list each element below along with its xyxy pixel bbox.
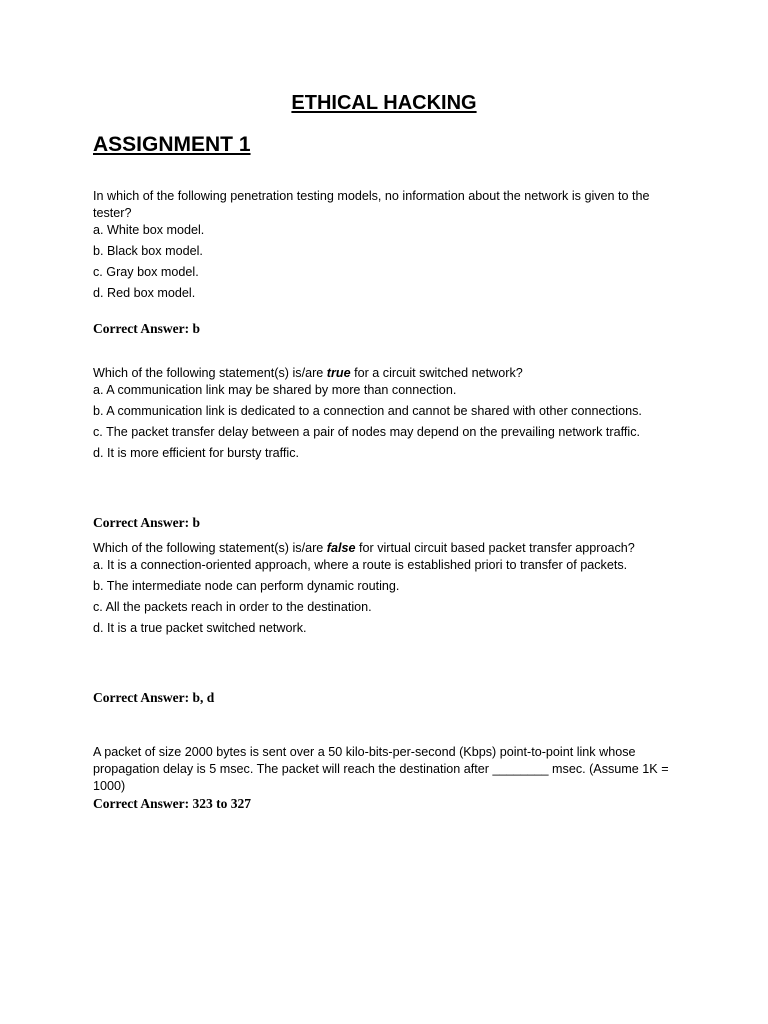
question-1-option-c: c. Gray box model. <box>93 265 199 279</box>
question-3-text: Which of the following statement(s) is/are false for virtual circuit based packet transfer approach? <box>93 541 635 555</box>
question-2 <box>93 365 683 462</box>
question-4 <box>93 744 683 795</box>
question-3-answer: Correct Answer: b, d <box>93 690 215 705</box>
question-2-option-b: b. A communication link is dedicated to a connection and cannot be shared with other connections. <box>93 404 642 418</box>
question-3-option-c: c. All the packets reach in order to the destination. <box>93 600 372 614</box>
question-1-answer: Correct Answer: b <box>93 321 200 336</box>
question-3-option-a: a. It is a connection-oriented approach, where a route is established priori to transfer of packets. <box>93 558 628 572</box>
question-4-answer: Correct Answer: 323 to 327 <box>93 796 251 811</box>
question-2-option-a: a. A communication link may be shared by more than connection. <box>93 383 457 397</box>
question-1 <box>93 188 683 302</box>
question-2-text: Which of the following statement(s) is/are true for a circuit switched network? <box>93 366 523 380</box>
document-title: ETHICAL HACKING <box>291 92 477 114</box>
question-1-option-b: b. Black box model. <box>93 244 203 258</box>
question-2-option-c: c. The packet transfer delay between a pair of nodes may depend on the prevailing network traffic. <box>93 425 640 439</box>
question-3-option-d: d. It is a true packet switched network. <box>93 621 307 635</box>
question-2-answer: Correct Answer: b <box>93 515 200 530</box>
question-4-text: A packet of size 2000 bytes is sent over a 50 kilo-bits-per-second (Kbps) point-to-point link whose propagation delay is 5 msec. The packet will reach the destination after ________ msec. (Assume 1K = 1000) <box>93 745 669 793</box>
question-1-option-a: a. White box model. <box>93 223 205 237</box>
question-3-option-b: b. The intermediate node can perform dynamic routing. <box>93 579 400 593</box>
question-3 <box>93 540 683 637</box>
question-2-emphasis: true <box>326 366 351 380</box>
assignment-heading: ASSIGNMENT 1 <box>93 133 251 156</box>
question-1-text: In which of the following penetration testing models, no information about the network is given to the tester? <box>93 189 650 220</box>
question-3-emphasis: false <box>326 541 356 555</box>
question-2-option-d: d. It is more efficient for bursty traffic. <box>93 446 300 460</box>
question-1-option-d: d. Red box model. <box>93 286 196 300</box>
